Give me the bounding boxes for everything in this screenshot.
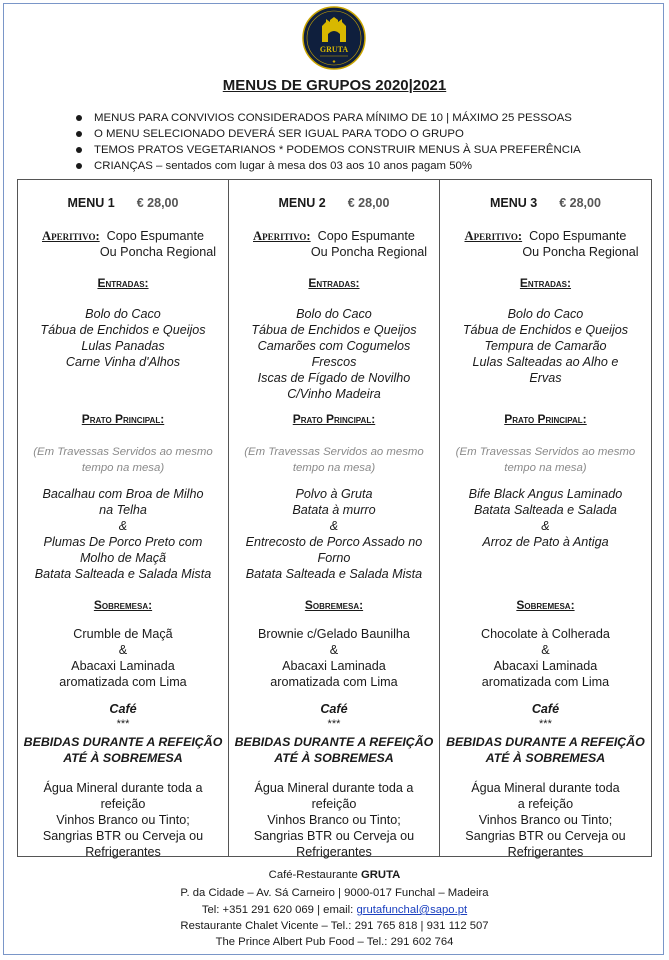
note-item: TEMOS PRATOS VEGETARIANOS * PODEMOS CONSTRUIR MENUS À SUA PREFERÊNCIA (76, 142, 581, 158)
prato-item: Molho de Maçã (79, 551, 167, 565)
cafe-stars: *** (327, 718, 341, 730)
bebida-item: Refrigerantes (296, 845, 372, 859)
prato-note: tempo na mesa) (292, 462, 376, 474)
aperitivo-block (440, 228, 651, 260)
logo-text: GRUTA (319, 45, 349, 54)
footer-restaurant-name (0, 866, 669, 884)
entrada-item: Ervas (529, 371, 562, 385)
entrada-item: Tábua de Enchidos e Queijos (40, 323, 206, 337)
prato-item: Batata Salteada e Salada Mista (34, 567, 212, 581)
menu-column-3 (440, 180, 651, 859)
prato-item: Batata Salteada e Salada (474, 503, 617, 517)
cafe-stars: *** (116, 718, 130, 730)
page-title: MENUS DE GRUPOS 2020|2021 (222, 77, 447, 94)
sobremesa-item: Abacaxi Laminada (71, 659, 175, 673)
sobremesa-item: Crumble de Maçã (73, 627, 173, 641)
sobremesa-heading: Sobremesa: (93, 598, 153, 612)
menu-price: € 28,00 (347, 196, 390, 210)
bebida-item: refeição (311, 797, 357, 811)
prato-item: & (329, 519, 339, 533)
sobremesa-item: Abacaxi Laminada (282, 659, 386, 673)
aperitivo-line-2: Ou Poncha Regional (99, 245, 217, 259)
entrada-item: C/Vinho Madeira (287, 387, 381, 401)
entrada-item: Iscas de Fígado de Novilho (257, 371, 411, 385)
aperitivo-line (440, 228, 651, 244)
bebida-item: Sangrias BTR ou Cerveja ou (253, 829, 415, 843)
entrada-item: Tempura de Camarão (484, 339, 607, 353)
entradas-heading: Entradas: (519, 276, 572, 290)
aperitivo-line-2: Ou Poncha Regional (522, 245, 639, 259)
menu-header (440, 196, 651, 210)
sobremesa-item: aromatizada com Lima (270, 675, 398, 689)
prato-item: & (541, 519, 550, 533)
bebidas-heading: ATÉ À SOBREMESA (485, 751, 606, 765)
notes-list (76, 110, 581, 174)
menus-table (17, 179, 652, 857)
prato-item: Arroz de Pato à Antiga (482, 535, 609, 549)
footer (0, 866, 669, 950)
gruta-logo (302, 6, 366, 70)
prato-item: Plumas De Porco Preto com (43, 535, 203, 549)
bebida-item: Vinhos Branco ou Tinto; (267, 813, 401, 827)
prato-heading: Prato Principal: (81, 412, 165, 426)
prato-heading: Prato Principal: (292, 412, 376, 426)
cafe-label: Café (531, 702, 560, 716)
prato-item: Batata Salteada e Salada Mista (245, 567, 423, 581)
footer-pub: The Prince Albert Pub Food – Tel.: 291 602 764 (215, 936, 454, 948)
bebida-item: Sangrias BTR ou Cerveja ou (42, 829, 204, 843)
aperitivo-item: Copo Espumante (529, 229, 627, 243)
sobremesa-item: Chocolate à Colherada (481, 627, 610, 641)
sobremesa-item: Brownie c/Gelado Baunilha (258, 627, 410, 641)
prato-note: tempo na mesa) (504, 462, 587, 474)
entrada-item: Bolo do Caco (507, 307, 584, 321)
menu-name: MENU 2 (278, 196, 326, 210)
bebida-item: Refrigerantes (507, 845, 584, 859)
prato-item: Bacalhau com Broa de Milho (42, 487, 204, 501)
bebidas-heading: ATÉ À SOBREMESA (274, 751, 394, 765)
bebidas-heading: BEBIDAS DURANTE A REFEIÇÃO (23, 735, 223, 749)
aperitivo-line (18, 228, 228, 244)
menu-price: € 28,00 (136, 196, 179, 210)
prato-item: Bife Black Angus Laminado (468, 487, 623, 501)
prato-note: tempo na mesa) (81, 462, 165, 474)
sobremesa-item: aromatizada com Lima (481, 675, 610, 689)
sobremesa-item: Abacaxi Laminada (493, 659, 598, 673)
menu-column-2 (229, 180, 440, 859)
footer-address: P. da Cidade – Av. Sá Carneiro | 9000-017 Funchal – Madeira (180, 887, 489, 899)
bebida-item: Vinhos Branco ou Tinto; (56, 813, 190, 827)
prato-item: Forno (317, 551, 351, 565)
aperitivo-label: Aperitivo: (253, 229, 311, 243)
prato-note: (Em Travessas Servidos ao mesmo (244, 446, 424, 458)
bebida-item: refeição (100, 797, 146, 811)
note-item: MENUS PARA CONVIVIOS CONSIDERADOS PARA MÍNIMO DE 10 | MÁXIMO 25 PESSOAS (76, 110, 581, 126)
entrada-item: Frescos (311, 355, 357, 369)
aperitivo-label: Aperitivo: (42, 229, 100, 243)
prato-item: Batata à murro (292, 503, 376, 517)
aperitivo-block (229, 228, 439, 260)
footer-prefix: Café-Restaurante (268, 869, 361, 881)
aperitivo-label: Aperitivo: (464, 229, 523, 243)
footer-brand: GRUTA (360, 869, 401, 881)
prato-item: & (118, 519, 128, 533)
entrada-item: Tábua de Enchidos e Queijos (251, 323, 417, 337)
sobremesa-heading: Sobremesa: (516, 598, 575, 612)
sobremesa-item: & (118, 643, 128, 657)
menu-column-1 (18, 180, 229, 859)
entrada-item: Lulas Salteadas ao Alho e (472, 355, 619, 369)
entrada-item: Carne Vinha d'Alhos (65, 355, 181, 369)
prato-item: na Telha (99, 503, 147, 517)
cafe-stars: *** (539, 718, 552, 730)
prato-heading: Prato Principal: (504, 412, 587, 426)
note-item: CRIANÇAS – sentados com lugar à mesa dos 03 aos 10 anos pagam 50% (76, 158, 581, 174)
aperitivo-item: Copo Espumante (106, 229, 204, 243)
aperitivo-item: Copo Espumante (317, 229, 415, 243)
prato-item: Entrecosto de Porco Assado no (245, 535, 423, 549)
bebida-item: Vinhos Branco ou Tinto; (478, 813, 613, 827)
sobremesa-item: aromatizada com Lima (59, 675, 187, 689)
footer-phone: Tel: +351 291 620 069 | email: (201, 904, 357, 916)
menu-price: € 28,00 (559, 196, 601, 210)
bebida-item: Água Mineral durante toda a (43, 781, 203, 795)
entrada-item: Bolo do Caco (296, 307, 372, 321)
menu-header (18, 196, 228, 210)
sobremesa-item: & (329, 643, 339, 657)
cafe-label: Café (320, 702, 348, 716)
bebidas-heading: BEBIDAS DURANTE A REFEIÇÃO (234, 735, 434, 749)
bebidas-heading: ATÉ À SOBREMESA (63, 751, 183, 765)
entrada-item: Camarões com Cogumelos (257, 339, 411, 353)
prato-note: (Em Travessas Servidos ao mesmo (455, 446, 636, 458)
entrada-item: Bolo do Caco (85, 307, 161, 321)
sobremesa-item: & (541, 643, 550, 657)
aperitivo-line-2: Ou Poncha Regional (310, 245, 428, 259)
bebida-item: Água Mineral durante toda a (254, 781, 414, 795)
menu-name: MENU 3 (489, 196, 538, 210)
entrada-item: Lulas Panadas (81, 339, 165, 353)
cafe-label: Café (109, 702, 137, 716)
menu-name: MENU 1 (67, 196, 115, 210)
footer-contact (0, 902, 669, 918)
aperitivo-block (18, 228, 228, 260)
prato-note: (Em Travessas Servidos ao mesmo (33, 446, 213, 458)
aperitivo-line (229, 228, 439, 244)
bebida-item: Água Mineral durante toda (471, 781, 620, 795)
bebida-item: Sangrias BTR ou Cerveja ou (465, 829, 626, 843)
note-item: O MENU SELECIONADO DEVERÁ SER IGUAL PARA TODO O GRUPO (76, 126, 581, 142)
sobremesa-heading: Sobremesa: (304, 598, 364, 612)
email-link[interactable]: grutafunchal@sapo.pt (356, 904, 468, 916)
bebida-item: Refrigerantes (85, 845, 161, 859)
prato-item: Polvo à Gruta (295, 487, 373, 501)
bebida-item: a refeição (517, 797, 574, 811)
footer-chalet: Restaurante Chalet Vicente – Tel.: 291 765 818 | 931 112 507 (180, 920, 489, 932)
menu-header (229, 196, 439, 210)
bebidas-heading: BEBIDAS DURANTE A REFEIÇÃO (446, 735, 645, 749)
entradas-heading: Entradas: (97, 276, 149, 290)
entrada-item: Tábua de Enchidos e Queijos (462, 323, 629, 337)
entradas-heading: Entradas: (308, 276, 360, 290)
